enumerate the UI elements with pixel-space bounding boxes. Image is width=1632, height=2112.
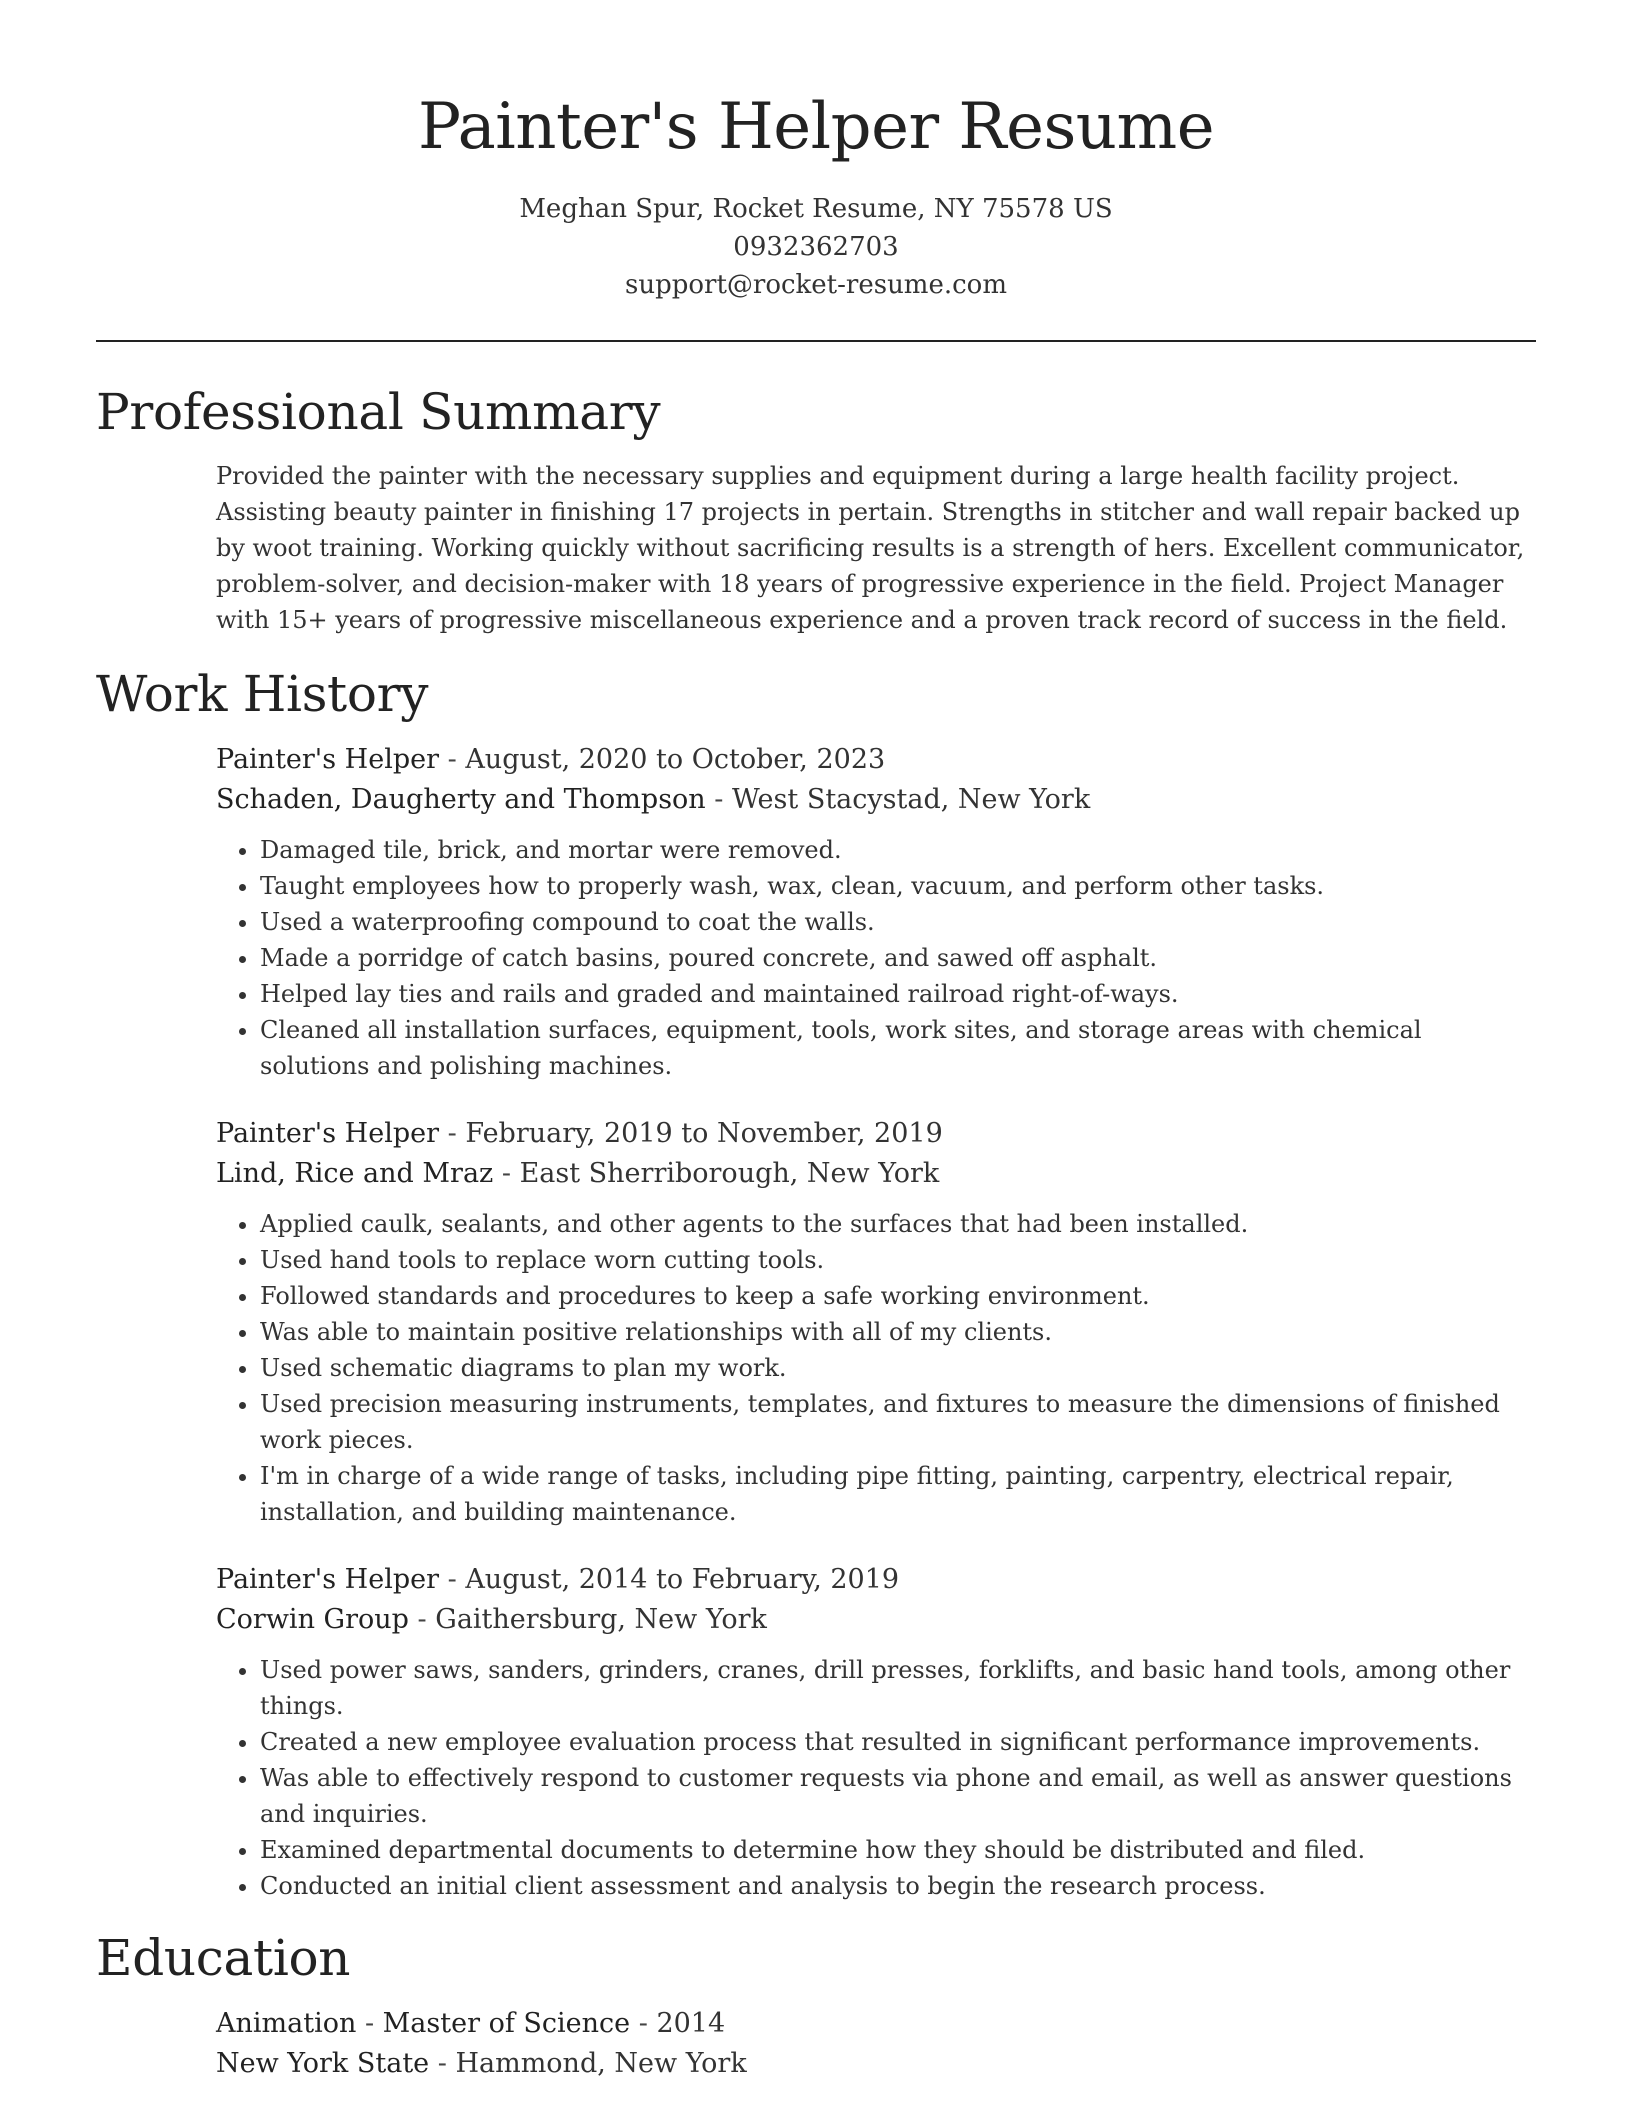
job-entry <box>216 740 1536 1084</box>
job-entry <box>216 1114 1536 1530</box>
duty-item: • Taught employees how to properly wash, wax, clean, vacuum, and perform other tasks. <box>260 868 1536 904</box>
work-history-heading: Work History <box>96 665 429 723</box>
duty-item: • Used hand tools to replace worn cutting tools. <box>260 1242 1536 1278</box>
duty-item: • Used a waterproofing compound to coat the walls. <box>260 904 1536 940</box>
duty-item: • Examined departmental documents to determine how they should be distributed and filed. <box>260 1832 1536 1868</box>
summary-text: Provided the painter with the necessary supplies and equipment during a large health facility project. Assisting beauty painter in finishing 17 projects in pertain. Strengths in stitcher and wall repair backed up by woot training. Working quickly without sacrificing results is a strength of hers. Excellent communicator, problem-solver, and decision-maker with 18 years of progressive experience in the field. Project Manager with 15+ years of progressive miscellaneous experience and a proven track record of success in the field. <box>216 462 1525 634</box>
job-duties <box>216 1206 1536 1530</box>
job-company: Schaden, Daugherty and Thompson <box>216 784 706 815</box>
job-company-line: Corwin Group - Gaithersburg, New York <box>216 1604 767 1635</box>
education-school-line: New York State - Hammond, New York <box>216 2048 747 2079</box>
resume-title: Painter's Helper Resume <box>417 90 1215 164</box>
duty-item: • I'm in charge of a wide range of tasks, including pipe fitting, painting, carpentry, electrical repair, installation, and building maintenance. <box>260 1458 1536 1530</box>
education-entry <box>216 2004 1536 2084</box>
job-dates: February, 2019 to November, 2019 <box>465 1118 943 1149</box>
job-title-line: Painter's Helper - August, 2020 to October, 2023 <box>216 744 886 775</box>
job-duties <box>216 1652 1536 1904</box>
job-dates: August, 2020 to October, 2023 <box>465 744 886 775</box>
job-title-line: Painter's Helper - February, 2019 to November, 2019 <box>216 1118 943 1149</box>
header-divider <box>96 340 1536 342</box>
education-school: New York State <box>216 2048 430 2079</box>
education-heading: Education <box>96 1929 351 1987</box>
duty-item: • Made a porridge of catch basins, poured concrete, and sawed off asphalt. <box>260 940 1536 976</box>
job-dates: August, 2014 to February, 2019 <box>465 1564 900 1595</box>
contact-block <box>96 190 1536 304</box>
summary-heading: Professional Summary <box>96 383 661 441</box>
work-history-list <box>216 740 1536 1904</box>
education-degree-line: Animation - Master of Science - 2014 <box>216 2008 726 2039</box>
duty-item: • Conducted an initial client assessment and analysis to begin the research process. <box>260 1868 1536 1904</box>
duty-item: • Helped lay ties and rails and graded and maintained railroad right-of-ways. <box>260 976 1536 1012</box>
duty-item: • Created a new employee evaluation process that resulted in significant performance improvements. <box>260 1724 1536 1760</box>
contact-phone: 0932362703 <box>733 232 899 262</box>
contact-email: support@rocket-resume.com <box>624 270 1007 300</box>
duty-item: • Applied caulk, sealants, and other agents to the surfaces that had been installed. <box>260 1206 1536 1242</box>
contact-address: Meghan Spur, Rocket Resume, NY 75578 US <box>519 194 1113 224</box>
duty-item: • Damaged tile, brick, and mortar were removed. <box>260 832 1536 868</box>
job-title: Painter's Helper <box>216 1564 440 1595</box>
job-duties <box>216 832 1536 1084</box>
education-year: 2014 <box>656 2008 726 2039</box>
job-location: Gaithersburg, New York <box>435 1604 767 1635</box>
duty-item: • Cleaned all installation surfaces, equipment, tools, work sites, and storage areas with chemical solutions and polishing machines. <box>260 1012 1536 1084</box>
resume-page <box>96 0 1536 2084</box>
job-company: Corwin Group <box>216 1604 409 1635</box>
job-entry <box>216 1560 1536 1904</box>
job-company-line: Lind, Rice and Mraz - East Sherriborough, New York <box>216 1158 940 1189</box>
education-degree: Master of Science <box>382 2008 631 2039</box>
education-field: Animation <box>216 2008 357 2039</box>
job-company-line: Schaden, Daugherty and Thompson - West Stacystad, New York <box>216 784 1091 815</box>
duty-item: • Used precision measuring instruments, templates, and fixtures to measure the dimensions of finished work pieces. <box>260 1386 1536 1458</box>
duty-item: • Was able to effectively respond to customer requests via phone and email, as well as answer questions and inquiries. <box>260 1760 1536 1832</box>
job-company: Lind, Rice and Mraz <box>216 1158 494 1189</box>
job-location: West Stacystad, New York <box>732 784 1091 815</box>
duty-item: • Used power saws, sanders, grinders, cranes, drill presses, forklifts, and basic hand tools, among other things. <box>260 1652 1536 1724</box>
job-title: Painter's Helper <box>216 744 440 775</box>
job-title-line: Painter's Helper - August, 2014 to February, 2019 <box>216 1564 900 1595</box>
duty-item: • Followed standards and procedures to keep a safe working environment. <box>260 1278 1536 1314</box>
job-title: Painter's Helper <box>216 1118 440 1149</box>
education-location: Hammond, New York <box>455 2048 747 2079</box>
duty-item: • Was able to maintain positive relationships with all of my clients. <box>260 1314 1536 1350</box>
duty-item: • Used schematic diagrams to plan my work. <box>260 1350 1536 1386</box>
job-location: East Sherriborough, New York <box>519 1158 940 1189</box>
